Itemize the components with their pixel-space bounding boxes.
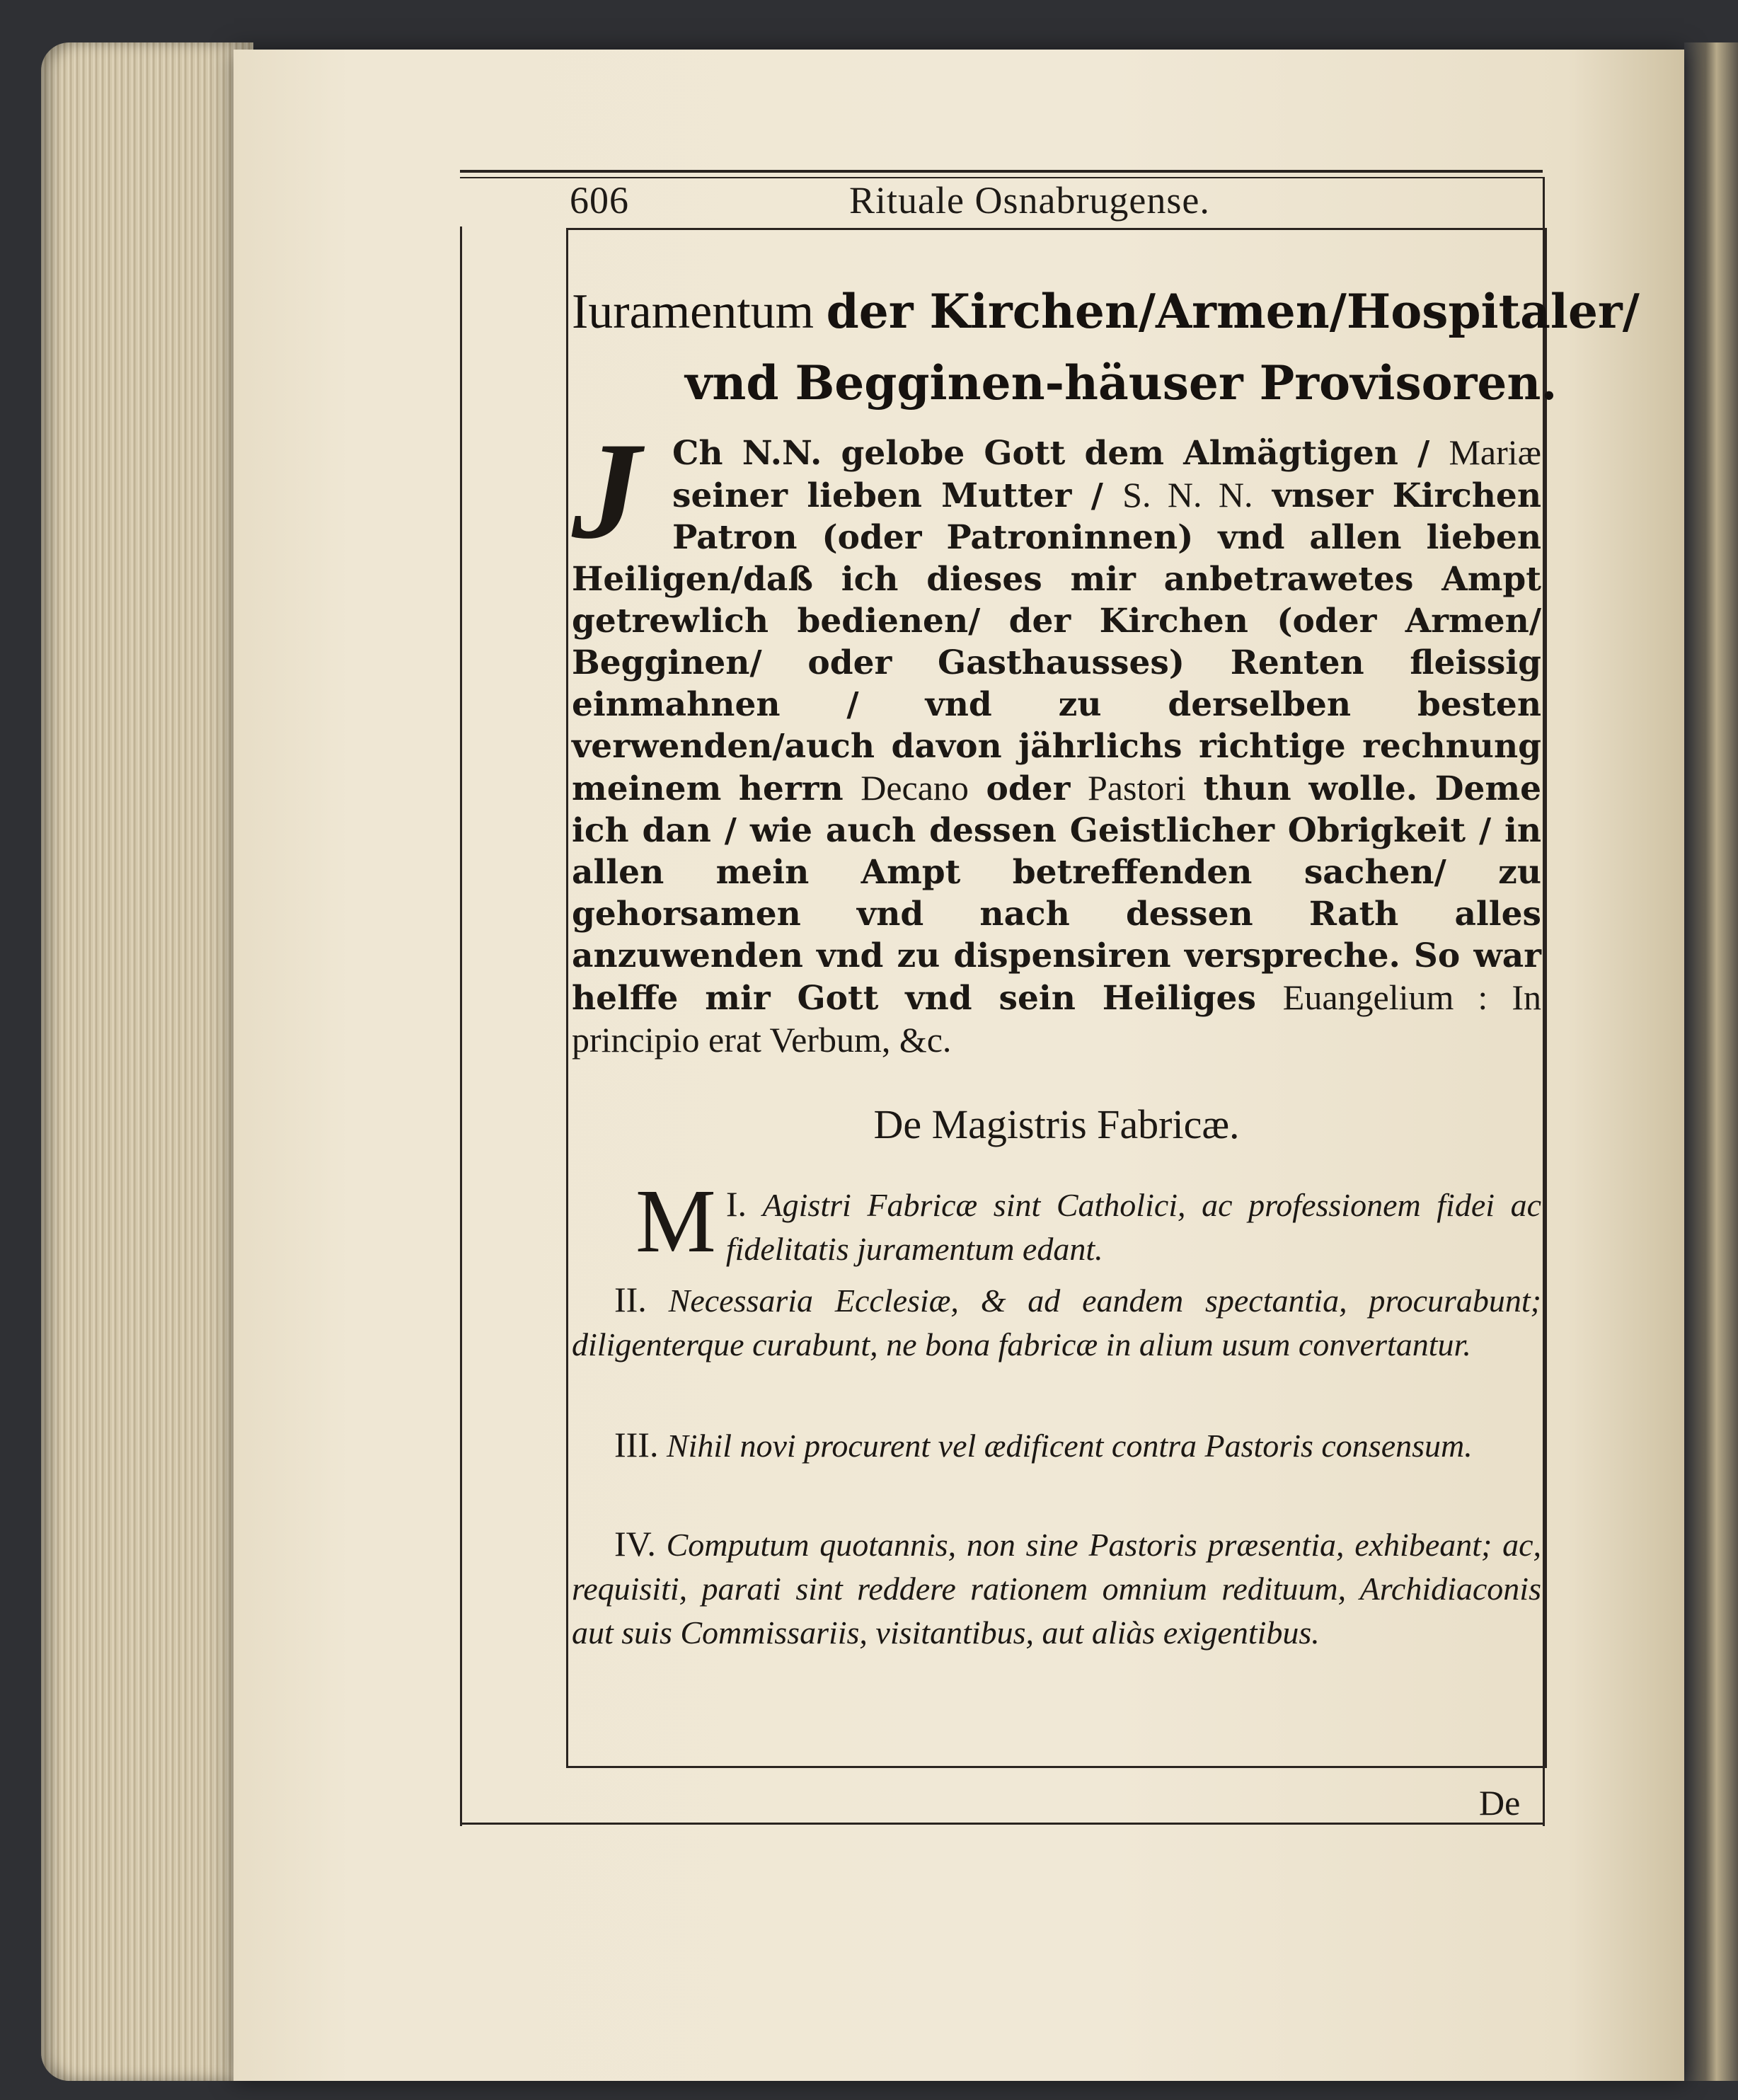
oath-text-oder: oder [968, 769, 1088, 808]
oath-title-german: der Kirchen/Armen/Hospitaler/ [826, 284, 1640, 339]
item-number: II. [614, 1280, 647, 1319]
item-text: Nihil novi procurent vel ædificent contra Pastoris consensum. [666, 1428, 1473, 1464]
item-number: I. [725, 1184, 747, 1224]
page-number: 606 [570, 179, 629, 222]
item-text: Agistri Fabricæ sint Catholici, ac professionem fidei ac fidelitatis juramentum edant. [725, 1187, 1542, 1267]
right-page-edge [1684, 42, 1738, 2081]
frame-rule-left [460, 226, 462, 1826]
oath-body [572, 414, 1541, 1062]
oath-snn: S. N. N. [1122, 475, 1253, 515]
oath-maria: Mariæ [1449, 432, 1541, 472]
item-text: Computum quotannis, non sine Pastoris præsentia, exhibeant; ac, requisiti, parati sint reddere rationem omnium redituum, Archidiaconis aut suis Commissariis, visitantibus, aut aliàs exigentibus. [572, 1527, 1541, 1651]
oath-text-mid: seiner lieben Mutter / [672, 476, 1123, 515]
section-title: De Magistris Fabricæ. [873, 1101, 1240, 1147]
footer-rule [460, 1823, 1545, 1825]
list-item [572, 1171, 1542, 1271]
item-drop-cap: M [635, 1171, 716, 1271]
oath-title-line-1 [572, 276, 1640, 348]
book-page-stack [41, 42, 253, 2081]
catchword: De [1479, 1783, 1521, 1823]
oath-text-main: vnser Kirchen Patron (oder Patroninnen) vnd allen lieben Heiligen/daß ich dieses mir anbetrawetes Ampt getrewlich bedienen/ der Kirchen (oder Armen/ Begginen/ oder Gasthausses) Renten fleissig einmahnen / vnd zu derselben besten verwenden/auch davon jährlichs richtige rechnung meinem herrn [572, 476, 1541, 808]
oath-pastori: Pastori [1088, 768, 1186, 808]
oath-evangelium: Euangelium : In principio erat Verbum, &c. [572, 977, 1541, 1060]
oath-text-start: Ch N.N. gelobe Gott dem Almägtigen / [672, 434, 1449, 473]
item-number: IV. [614, 1524, 656, 1563]
list-item [572, 1423, 1541, 1468]
oath-title-line-2 [572, 348, 1558, 419]
oath-drop-cap: J [572, 414, 641, 568]
list-item [572, 1522, 1541, 1655]
oath-decano: Decano [861, 768, 969, 808]
list-item [572, 1278, 1541, 1367]
header-rule-top [460, 170, 1543, 173]
item-number: III. [614, 1425, 659, 1464]
oath-title-german-2: vnd Begginen-häuser Provisoren. [685, 355, 1558, 411]
running-title: Rituale Osnabrugense. [849, 179, 1210, 222]
item-text: Necessaria Ecclesiæ, & ad eandem spectantia, procurabunt; diligenterque curabunt, ne bona fabricæ in alium usum convertantur. [572, 1283, 1542, 1362]
oath-text-end: thun wolle. Deme ich dan / wie auch dessen Geistlicher Obrigkeit / in allen mein Ampt betreffenden sachen/ zu gehorsamen vnd nach dessen Rath alles anzuwenden vnd zu dispensiren verspreche. So war helffe mir Gott vnd sein Heiliges [572, 769, 1541, 1018]
oath-title-latin: Iuramentum [572, 285, 815, 339]
oath-title [572, 276, 1640, 419]
